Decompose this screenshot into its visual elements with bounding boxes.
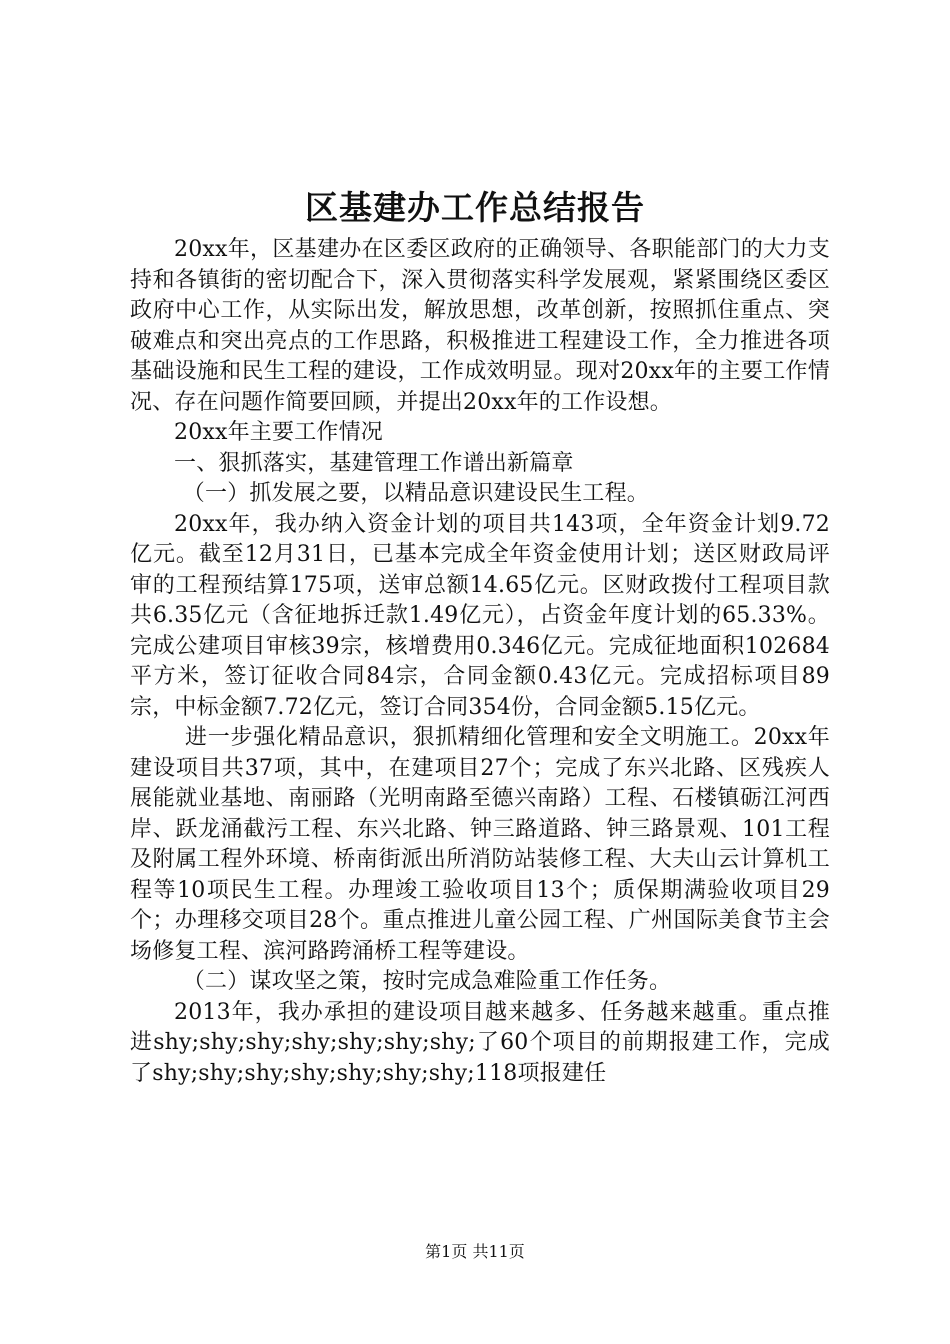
section-heading: 20xx年主要工作情况: [174, 420, 384, 445]
page-footer: 第1页 共11页: [425, 1242, 525, 1261]
document-body: [130, 235, 830, 1089]
intro-paragraph: 20xx年，区基建办在区委区政府的正确领导、各职能部门的大力支持和各镇街的密切配合下，深入贯彻落实科学发展观，紧紧围绕区委区政府中心工作，从实际出发，解放思想，改革创新，按照抓住重点、突破难点和突出亮点的工作思路，积极推进工程建设工作，全力推进各项基础设施和民生工程的建设，工作成效明显。现对20xx年的主要工作情况、存在问题作简要回顾，并提出20xx年的工作设想。: [130, 237, 830, 415]
subsection-heading-1: 一、狠抓落实，基建管理工作谱出新篇章: [174, 450, 574, 476]
document-title: 区基建办工作总结报告: [305, 188, 645, 227]
tasks-paragraph: 2013年，我办承担的建设项目越来越多、任务越来越重。重点推进shy;shy;shy;shy;shy;shy;shy;了60个项目的前期报建工作，完成了shy;shy;shy;shy;shy;shy;shy;118项报建任: [130, 999, 830, 1086]
item-heading-2: （二）谋攻坚之策，按时完成急难险重工作任务。: [182, 969, 672, 994]
funding-paragraph: 20xx年，我办纳入资金计划的项目共143项，全年资金计划9.72亿元。截至12月31日，已基本完成全年资金使用计划；送区财政局评审的工程预结算175项，送审总额14.65亿元。区财政拨付工程项目款共6.35亿元（含征地拆迁款1.49亿元），占资金年度计划的65.33%。完成公建项目审核39宗，核增费用0.346亿元。完成征地面积102684平方米，签订征收合同84宗，合同金额0.43亿元。完成招标项目89宗，中标金额7.72亿元，签订合同354份，合同金额5.15亿元。: [130, 511, 830, 720]
item-heading-1: （一）抓发展之要，以精品意识建设民生工程。: [182, 481, 649, 506]
projects-paragraph: 进一步强化精品意识，狠抓精细化管理和安全文明施工。20xx年建设项目共37项，其中，在建项目27个；完成了东兴北路、区残疾人展能就业基地、南丽路（光明南路至德兴南路）工程、石楼镇砺江河西岸、跃龙涌截污工程、东兴北路、钟三路道路、钟三路景观、101工程及附属工程外环境、桥南街派出所消防站装修工程、大夫山云计算机工程等10项民生工程。办理竣工验收项目13个；质保期满验收项目29个；办理移交项目28个。重点推进儿童公园工程、广州国际美食节主会场修复工程、滨河路跨涌桥工程等建设。: [130, 725, 830, 964]
